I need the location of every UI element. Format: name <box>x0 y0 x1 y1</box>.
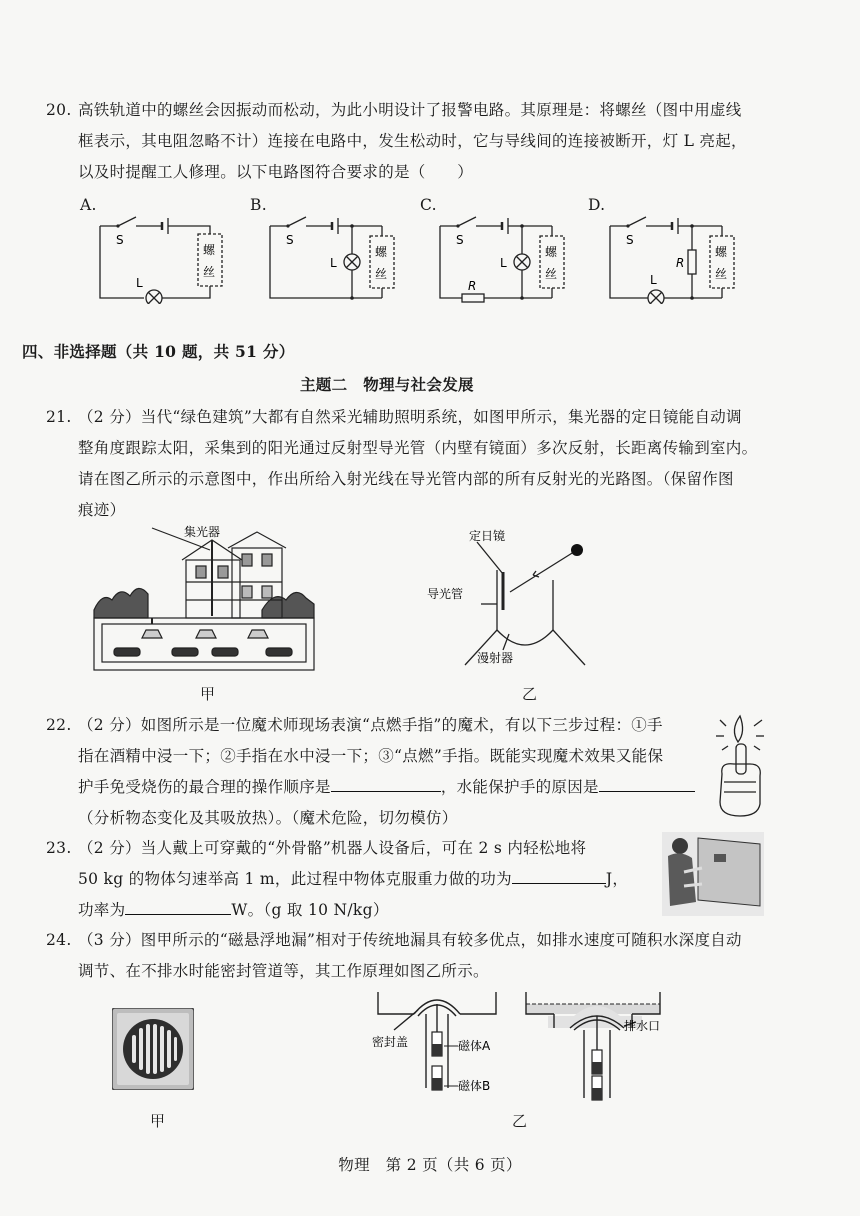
theme-two-title: 主题二 物理与社会发展 <box>300 375 474 394</box>
building-figure <box>92 520 322 672</box>
circuit-diagram-a <box>92 212 234 304</box>
q21-number: 21. <box>46 408 72 426</box>
q24-number: 24. <box>46 931 72 949</box>
seal-cover-label: 密封盖 <box>372 1035 409 1049</box>
q22-number: 22. <box>46 716 72 734</box>
diffuser-label: 漫射器 <box>477 651 514 665</box>
screw-label-bottom: 丝 <box>545 267 558 281</box>
q22-line3-text-a: 护手免受烧伤的最合理的操作顺序是 <box>78 778 331 796</box>
burning-finger-figure <box>710 712 772 820</box>
q20-option-d-label: D. <box>588 196 606 214</box>
q22-line1: （2 分）如图所示是一位魔术师现场表演“点燃手指”的魔术，有以下三步过程：①手 <box>78 716 663 734</box>
screw-label-bottom: 丝 <box>715 267 728 281</box>
circuit-diagram-c <box>432 212 582 304</box>
q20-option-b-label: B. <box>250 196 267 214</box>
lamp-label: L <box>500 256 507 270</box>
lamp-label: L <box>136 276 143 290</box>
q22-order-answer-blank[interactable] <box>331 773 441 792</box>
q23-line3 <box>78 895 638 926</box>
q22-line3 <box>78 772 718 803</box>
circuit-diagram-d <box>602 212 752 304</box>
q22-line4: （分析物态变化及其吸放热）。（魔术危险，切勿模仿） <box>78 809 458 827</box>
page-footer: 物理 第 2 页（共 6 页） <box>338 1156 522 1174</box>
q22-line2: 指在酒精中浸一下；②手指在水中浸一下；③“点燃”手指。既能实现魔术效果又能保 <box>78 747 664 765</box>
section-four-title: 四、非选择题（共 10 题，共 51 分） <box>22 342 295 361</box>
q24-line2: 调节、在不排水时能密封管道等，其工作原理如图乙所示。 <box>78 962 489 980</box>
q23-power-answer-blank[interactable] <box>125 896 231 915</box>
magnetic-drain-open-diagram <box>520 990 680 1102</box>
q23-line2-text-b: J， <box>605 870 629 888</box>
fig-jia-caption-24: 甲 <box>150 1112 166 1130</box>
q22-line3-text-b: ，水能保护手的原因是 <box>440 778 599 796</box>
fig-yi-caption-24: 乙 <box>512 1112 528 1130</box>
q20-option-a-label: A. <box>80 196 97 214</box>
exoskeleton-photo <box>662 832 764 916</box>
switch-label: S <box>286 233 294 247</box>
q21-line1: （2 分）当代“绿色建筑”大都有自然采光辅助照明系统，如图甲所示，集光器的定日镜能自动调 <box>78 408 742 426</box>
q20-number: 20. <box>46 101 72 119</box>
resistor-label: R <box>676 256 685 270</box>
switch-label: S <box>456 233 464 247</box>
lamp-label: L <box>330 256 337 270</box>
magnetic-drain-closed-diagram <box>360 990 510 1102</box>
collector-label: 集光器 <box>184 525 221 539</box>
q20-line1: 高铁轨道中的螺丝会因振动而松动，为此小明设计了报警电路。其原理是：将螺丝（图中用虚线 <box>78 101 742 119</box>
q23-line1: （2 分）当人戴上可穿戴的“外骨骼”机器人设备后，可在 2 s 内轻松地将 <box>78 839 587 857</box>
resistor-label: R <box>468 279 477 293</box>
screw-label-bottom: 丝 <box>375 267 388 281</box>
q23-line2 <box>78 864 658 895</box>
switch-label: S <box>626 233 634 247</box>
q23-number: 23. <box>46 839 72 857</box>
drain-outlet-label: 排水口 <box>624 1019 661 1033</box>
fig-jia-caption-21: 甲 <box>200 685 216 703</box>
screw-label-bottom: 丝 <box>203 265 216 279</box>
q23-line3-text-b: W。（g 取 10 N/kg） <box>231 901 389 919</box>
circuit-diagram-b <box>262 212 412 304</box>
q22-reason-answer-blank[interactable] <box>599 773 695 792</box>
q23-work-answer-blank[interactable] <box>512 865 606 884</box>
floor-drain-photo <box>112 1008 194 1090</box>
light-pipe-figure <box>415 520 635 670</box>
q21-line4: 痕迹） <box>78 501 126 519</box>
q20-line3: 以及时提醒工人修理。以下电路图符合要求的是（ ） <box>78 163 474 181</box>
switch-label: S <box>116 233 124 247</box>
fig-yi-caption-21: 乙 <box>522 685 538 703</box>
magnet-a-label: 磁体A <box>458 1039 491 1053</box>
heliostat-label: 定日镜 <box>469 529 506 543</box>
q23-line3-text-a: 功率为 <box>78 901 126 919</box>
q24-line1: （3 分）图甲所示的“磁悬浮地漏”相对于传统地漏具有较多优点，如排水速度可随积水深度自动 <box>78 931 742 949</box>
q20-line2: 框表示，其电阻忽略不计）连接在电路中，发生松动时，它与导线间的连接被断开，灯 L 亮起， <box>78 132 747 150</box>
q21-line3: 请在图乙所示的示意图中，作出所给入射光线在导光管内部的所有反射光的光路图。（保留作图 <box>78 470 734 488</box>
q20-option-c-label: C. <box>420 196 437 214</box>
q23-line2-text-a: 50 kg 的物体匀速举高 1 m，此过程中物体克服重力做的功为 <box>78 870 512 888</box>
screw-label-top: 螺 <box>375 245 388 259</box>
screw-label-top: 螺 <box>715 245 728 259</box>
lamp-label: L <box>650 273 657 287</box>
magnet-b-label: 磁体B <box>458 1079 491 1093</box>
screw-label-top: 螺 <box>203 243 216 257</box>
light-pipe-label: 导光管 <box>427 587 464 601</box>
screw-label-top: 螺 <box>545 245 558 259</box>
q21-line2: 整角度跟踪太阳，采集到的阳光通过反射型导光管（内壁有镜面）多次反射，长距离传输到室内。 <box>78 439 758 457</box>
